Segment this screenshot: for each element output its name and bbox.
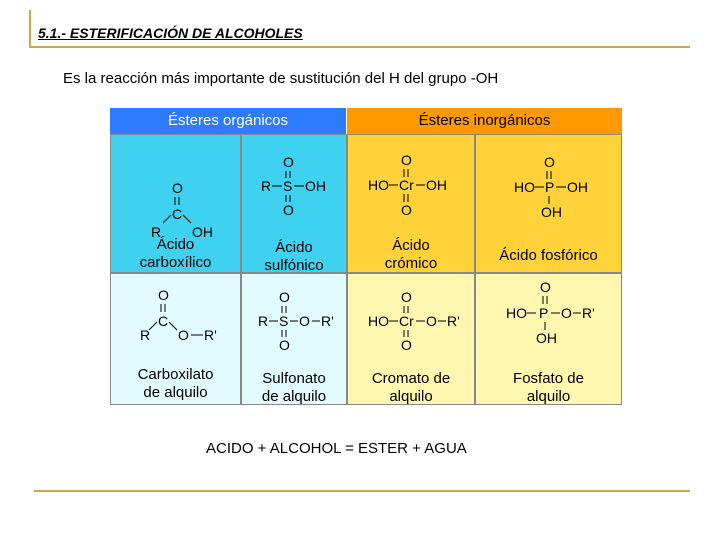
label-alkyl-sulfonate-2: de alquilo [261,388,327,405]
svg-text:O: O [540,279,551,295]
subtitle: Es la reacción más importante de sustitución del H del grupo -OH [63,70,499,87]
label-alkyl-sulfonate-1: Sulfonato [262,370,326,387]
svg-text:R': R' [204,327,217,343]
title-underline-rule [29,46,690,48]
svg-text:O: O [544,154,555,170]
reaction-equation: ACIDO + ALCOHOL = ESTER + AGUA [206,440,467,457]
cell-carboxylic-acid [110,134,241,273]
esters-table [110,108,622,405]
left-rule [29,10,31,48]
svg-text:HO: HO [506,305,527,321]
svg-text:R: R [140,327,151,343]
svg-text:Cr: Cr [399,313,414,329]
svg-text:S: S [279,313,289,329]
label-sulfonic-acid-2: sulfónico [264,257,324,273]
svg-text:R': R' [582,305,595,321]
cell-alkyl-sulfonate [241,273,347,405]
cell-alkyl-phosphate [475,273,622,405]
label-alkyl-carboxylate-1: Carboxilato [137,366,214,383]
label-alkyl-chromate-1: Cromato de [371,370,451,387]
label-carboxylic-acid-1: Ácido [156,236,195,253]
cell-chromic-acid [347,134,475,273]
svg-text:P: P [539,305,549,321]
svg-text:O: O [299,313,310,329]
header-organic-esters: Ésteres orgánicos [110,108,346,134]
svg-text:O: O [283,154,294,170]
svg-text:O: O [279,337,290,353]
formula-o: O [172,180,183,196]
page-title: 5.1.- ESTERIFICACIÓN DE ALCOHOLES [38,25,303,41]
svg-text:HO: HO [514,179,535,195]
svg-text:S: S [283,178,293,194]
header-inorganic-esters: Ésteres inorgánicos [347,108,622,134]
svg-text:O: O [561,305,572,321]
svg-text:C: C [158,313,169,329]
label-chromic-acid-2: crómico [384,255,438,272]
label-alkyl-phosphate-1: Fosfato de [513,370,584,387]
svg-text:OH: OH [567,179,588,195]
svg-text:O: O [401,202,412,218]
svg-text:R': R' [321,313,334,329]
cell-alkyl-chromate [347,273,475,405]
svg-text:OH: OH [536,330,557,346]
label-alkyl-phosphate-2: alquilo [526,388,571,405]
bottom-rule [34,490,690,492]
svg-text:HO: HO [368,177,389,193]
svg-text:P: P [545,179,555,195]
label-phosphoric-acid: Ácido fosfórico [499,247,598,264]
cell-alkyl-carboxylate [110,273,241,405]
formula-c: C [172,206,183,222]
cell-phosphoric-acid [475,134,622,273]
svg-text:OH: OH [426,177,447,193]
svg-text:O: O [158,287,169,303]
svg-text:O: O [401,337,412,353]
label-chromic-acid-1: Ácido [392,237,430,254]
svg-text:HO: HO [368,313,389,329]
svg-text:OH: OH [541,204,562,220]
svg-text:O: O [178,327,189,343]
svg-text:O: O [283,202,294,218]
svg-text:R: R [261,178,272,194]
label-alkyl-chromate-2: alquilo [389,388,433,405]
svg-text:O: O [426,313,437,329]
label-sulfonic-acid-1: Ácido [275,239,313,256]
label-alkyl-carboxylate-2: de alquilo [143,384,208,401]
svg-text:Cr: Cr [399,177,414,193]
formula-r: R [151,224,162,240]
svg-text:O: O [401,289,412,305]
svg-text:O: O [279,289,290,305]
label-carboxylic-acid-2: carboxílico [139,254,212,271]
formula-oh: OH [192,224,213,240]
svg-text:O: O [401,152,412,168]
svg-text:R': R' [447,313,460,329]
svg-text:R: R [258,313,269,329]
svg-text:OH: OH [305,178,326,194]
cell-sulfonic-acid [241,134,347,273]
